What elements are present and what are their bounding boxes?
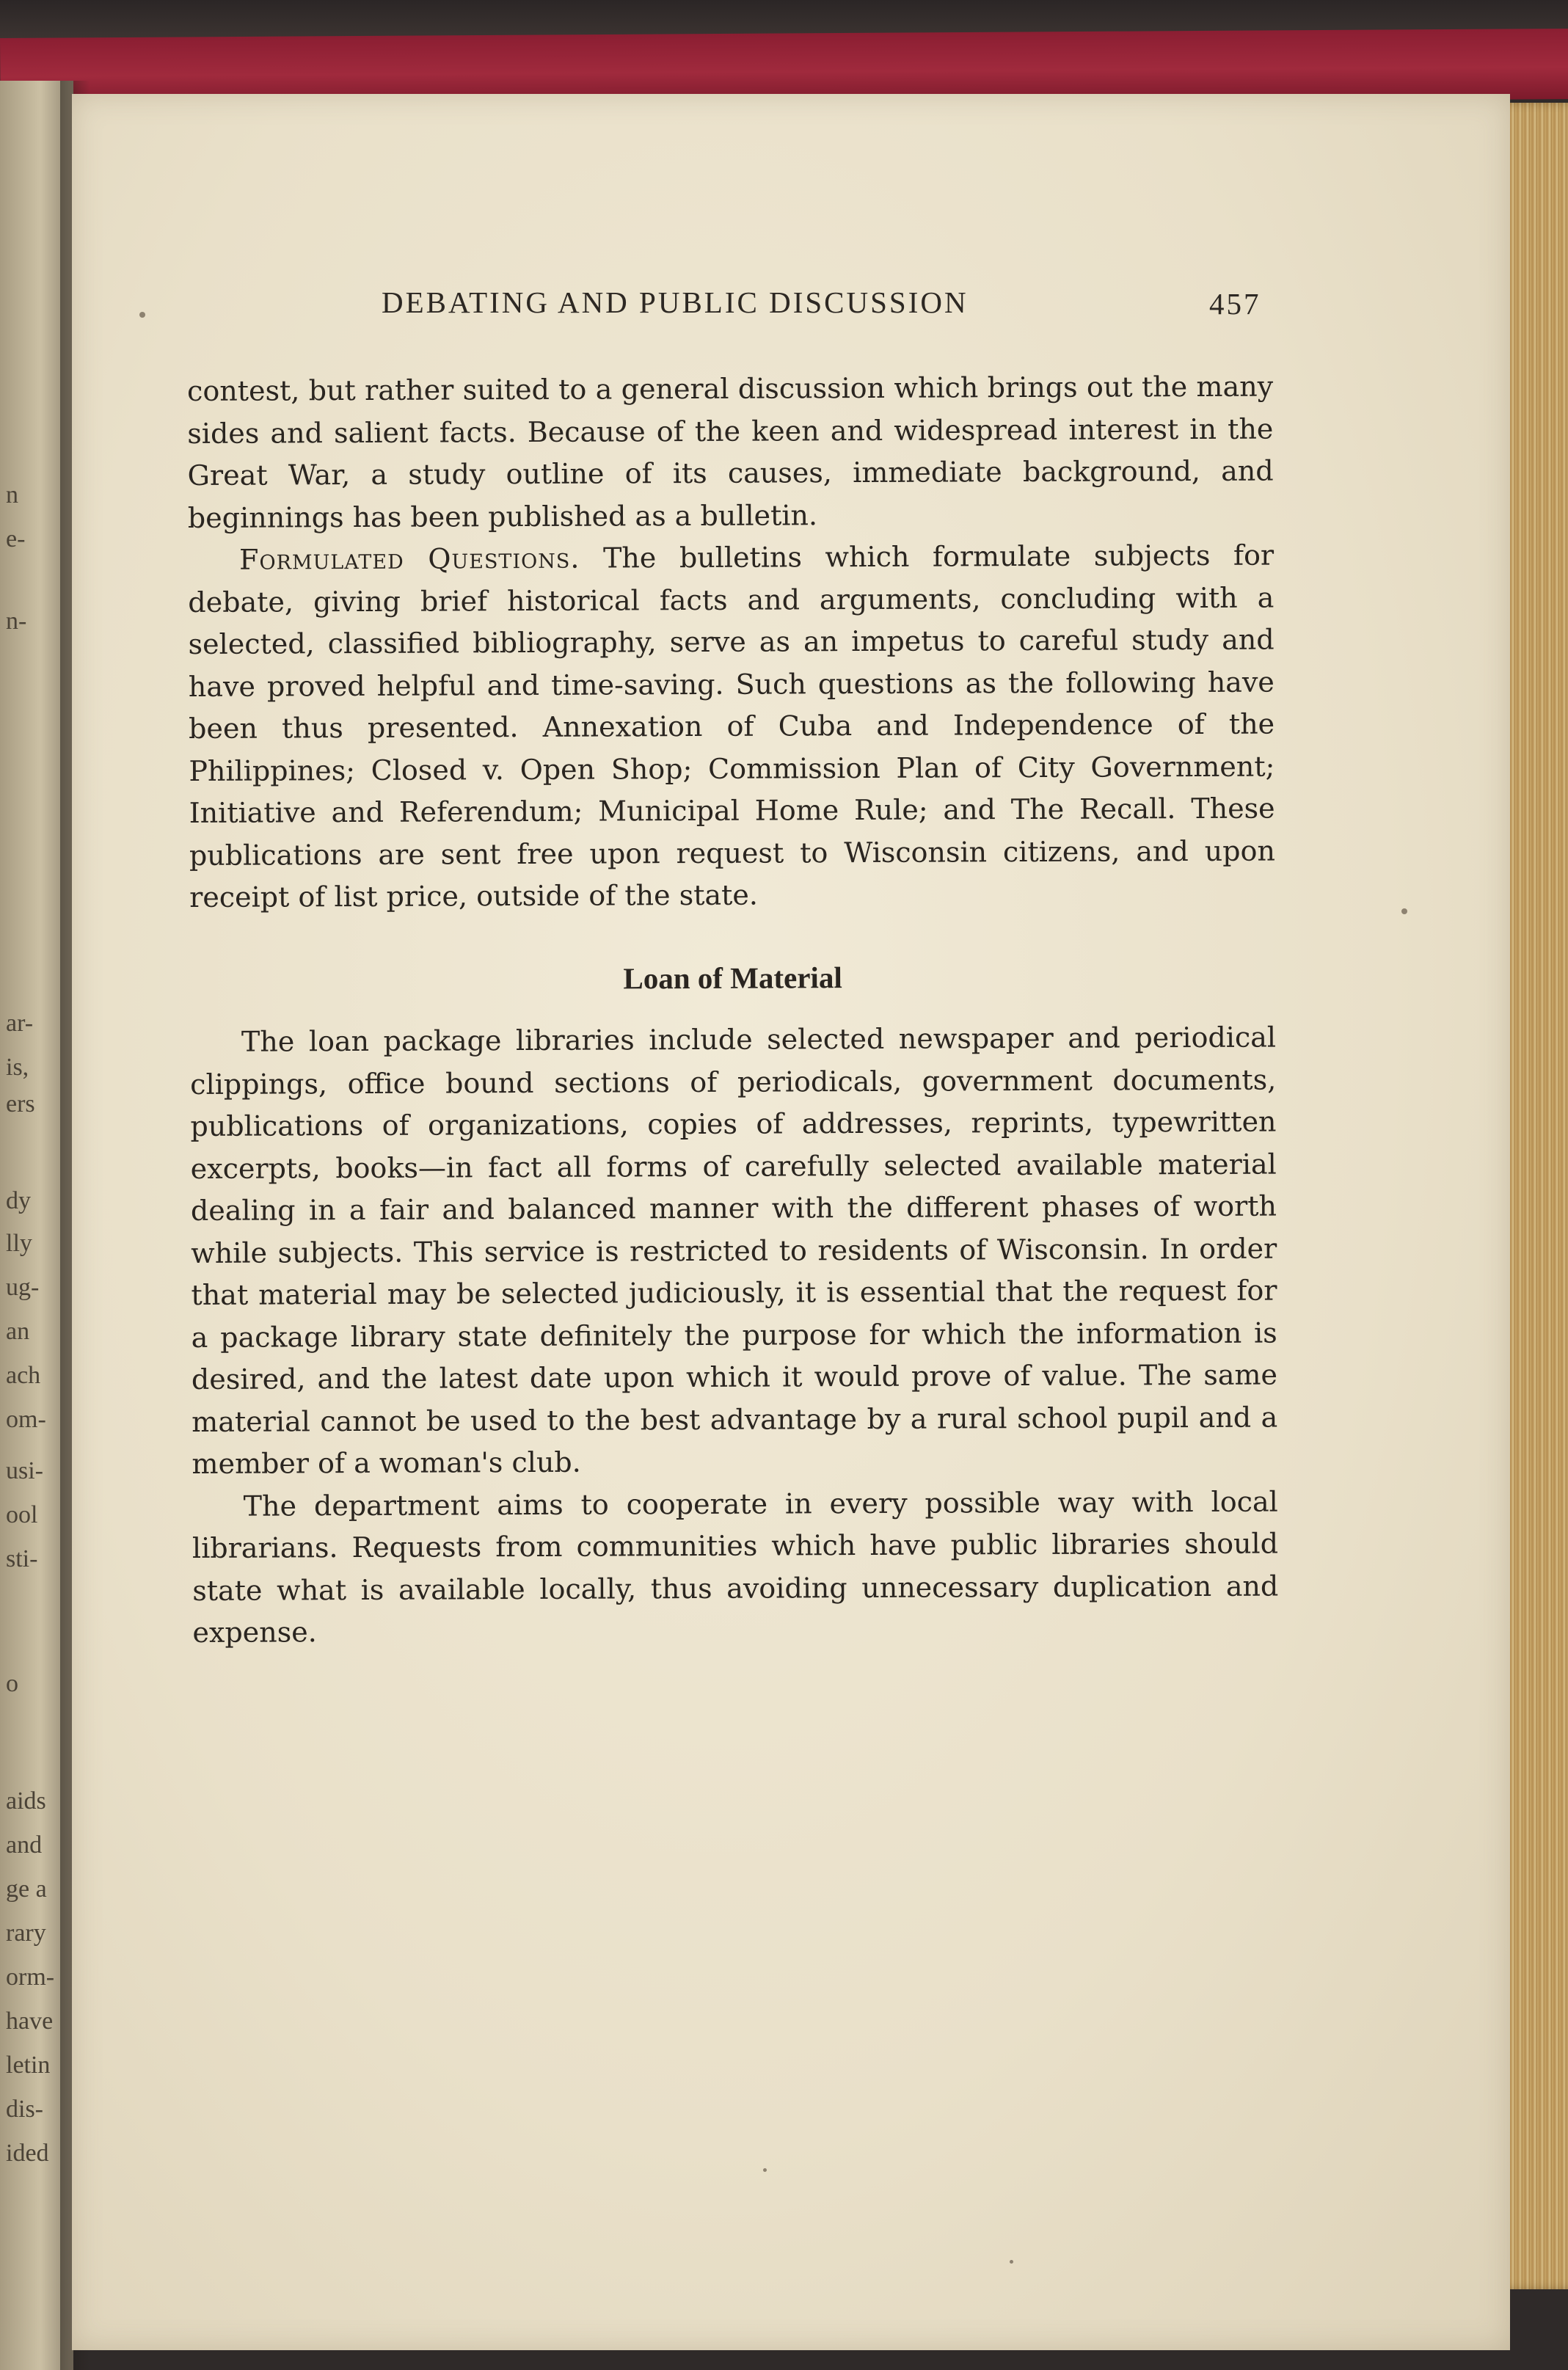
facing-page-fragment: orm- <box>6 1964 55 1991</box>
facing-page-fragment: e- <box>6 525 26 553</box>
run-in-heading: Formulated Questions. <box>239 542 580 576</box>
facing-page-fragment: dis- <box>6 2096 43 2123</box>
facing-page-fragment: aids <box>6 1787 46 1815</box>
page-number: 457 <box>1209 287 1261 321</box>
facing-page-fragment: dy <box>6 1187 31 1214</box>
facing-page-fragment: usi- <box>6 1457 43 1484</box>
body-text <box>187 366 1279 1655</box>
paragraph-formulated-questions <box>188 535 1275 919</box>
facing-page-fragment: and <box>6 1831 43 1859</box>
running-head-title: DEBATING AND PUBLIC DISCUSSION <box>382 285 969 319</box>
paper-speck <box>1010 2260 1013 2264</box>
facing-page-fragment: o <box>6 1670 18 1697</box>
paragraph-continuation: contest, but rather suited to a general discussion which brings out the many sides and salient facts. Because of the keen and widespread interest in the Great War, a study outline of its causes, immediate background, and beginnings has been published as a bulletin. <box>187 370 1274 534</box>
paper-speck <box>1401 908 1407 914</box>
facing-page-fragment: om- <box>6 1406 46 1433</box>
paper-speck <box>139 312 145 318</box>
facing-page-fragment: n <box>6 481 18 508</box>
facing-page-fragment: lly <box>6 1230 32 1257</box>
facing-page-fragment: ool <box>6 1501 38 1528</box>
paragraph-text: The bulletins which formulate subjects for debate, giving brief historical facts and arguments, concluding with a selected, classified bibliography, serve as an impetus to careful study and have proved helpful and time-saving. Such questions as the following have been thus presented. Annexation of Cuba and Independence of the Philippines; Closed v. Open Shop; Commission Plan of City Government; Initiative and Referendum; Municipal Home Rule; and The Recall. These publications are sent free upon request to Wisconsin citizens, and upon receipt of list price, outside of the state. <box>188 539 1275 914</box>
section-heading: Loan of Material <box>623 960 842 995</box>
facing-page-fragment: ided <box>6 2140 49 2167</box>
facing-page-fragment: is, <box>6 1054 29 1081</box>
facing-page-fragment: an <box>6 1318 30 1345</box>
paper-speck <box>763 2168 767 2172</box>
facing-page-fragment: ach <box>6 1362 41 1389</box>
facing-page-fragment: n- <box>6 608 27 635</box>
facing-page-fragment: ar- <box>6 1010 34 1037</box>
facing-page-fragment: ers <box>6 1090 35 1117</box>
facing-page-fragment: have <box>6 2008 54 2035</box>
paragraph-loan-packages: The loan package libraries include selected newspaper and periodical clippings, office bound sections of periodicals, government documents, publications of organizations, copies of addresses, reprints, typewritten excerpts, books—in fact all forms of carefully selected available material dealing in a fair and balanced manner with the different phases of worth while subjects. This service is restricted to residents of Wisconsin. In order that material may be selected judiciously, it is essential that the request for a package library state definitely the purpose for which the information is desired, and the latest date upon which it would prove of value. The same material cannot be used to the best advantage by a rural school pupil and a member of a woman's club. <box>190 1021 1278 1480</box>
facing-page-fragment: letin <box>6 2052 51 2079</box>
paragraph-librarians: The department aims to cooperate in every possible way with local librarians. Requests from communities which have public libraries should state what is available locally, thus avoiding unnecessary duplication and expense. <box>192 1485 1279 1649</box>
facing-page-fragment: rary <box>6 1919 46 1947</box>
facing-page-fragment: ge a <box>6 1875 47 1903</box>
facing-page-fragment: sti- <box>6 1545 38 1572</box>
facing-page-fragment: ug- <box>6 1274 40 1301</box>
